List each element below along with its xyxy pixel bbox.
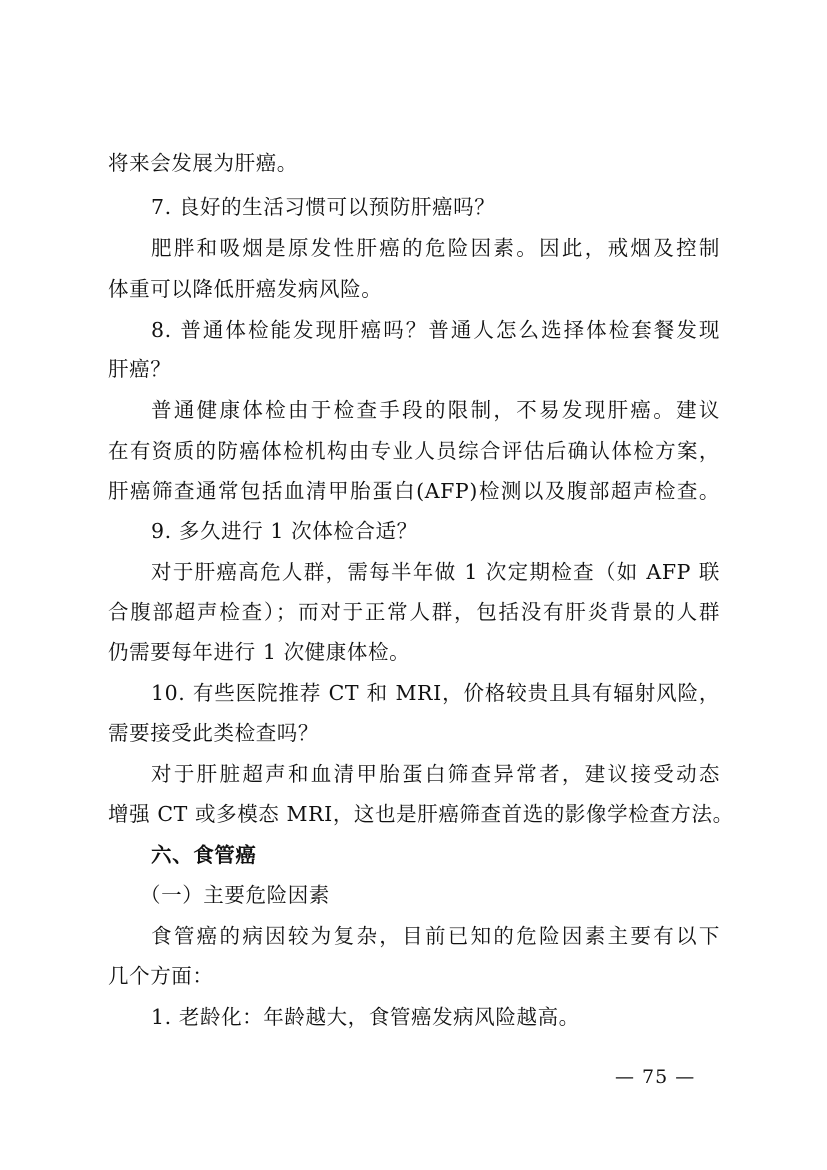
paragraph-line: 肥胖和吸烟是原发性肝癌的危险因素。因此，戒烟及控制 bbox=[151, 236, 720, 260]
question-heading: 8. 普通体检能发现肝癌吗？普通人怎么选择体检套餐发现 bbox=[151, 318, 720, 342]
section-heading: 六、食管癌 bbox=[151, 843, 257, 867]
question-heading: 10. 有些医院推荐 CT 和 MRI，价格较贵且具有辐射风险， bbox=[151, 681, 720, 705]
paragraph-line: 在有资质的防癌体检机构由专业人员综合评估后确认体检方案， bbox=[108, 439, 720, 463]
list-item: 1. 老龄化：年龄越大，食管癌发病风险越高。 bbox=[151, 1005, 580, 1029]
paragraph-line: 增强 CT 或多模态 MRI，这也是肝癌筛查首选的影像学检查方法。 bbox=[108, 802, 734, 826]
question-heading: 7. 良好的生活习惯可以预防肝癌吗？ bbox=[151, 195, 496, 219]
paragraph-line: 普通健康体检由于检查手段的限制，不易发现肝癌。建议 bbox=[151, 398, 720, 422]
question-heading: 9. 多久进行 1 次体检合适？ bbox=[151, 519, 418, 543]
paragraph-line: 肝癌筛查通常包括血清甲胎蛋白(AFP)检测以及腹部超声检查。 bbox=[108, 479, 720, 503]
paragraph-line: 体重可以降低肝癌发病风险。 bbox=[108, 277, 383, 301]
paragraph-line: 对于肝癌高危人群，需每半年做 1 次定期检查（如 AFP 联 bbox=[151, 560, 720, 584]
page-number: — 75 — bbox=[615, 1066, 696, 1088]
question-heading: 肝癌？ bbox=[108, 357, 172, 381]
paragraph-line: 食管癌的病因较为复杂，目前已知的危险因素主要有以下 bbox=[151, 924, 720, 948]
subsection-heading: （一）主要危险因素 bbox=[140, 883, 330, 907]
paragraph-line: 将来会发展为肝癌。 bbox=[108, 151, 298, 175]
question-heading: 需要接受此类检查吗？ bbox=[108, 721, 319, 745]
paragraph-line: 仍需要每年进行 1 次健康体检。 bbox=[108, 640, 411, 664]
paragraph-line: 合腹部超声检查）；而对于正常人群，包括没有肝炎背景的人群 bbox=[108, 600, 720, 624]
paragraph-line: 对于肝脏超声和血清甲胎蛋白筛查异常者，建议接受动态 bbox=[151, 762, 720, 786]
paragraph-line: 几个方面： bbox=[108, 964, 214, 988]
